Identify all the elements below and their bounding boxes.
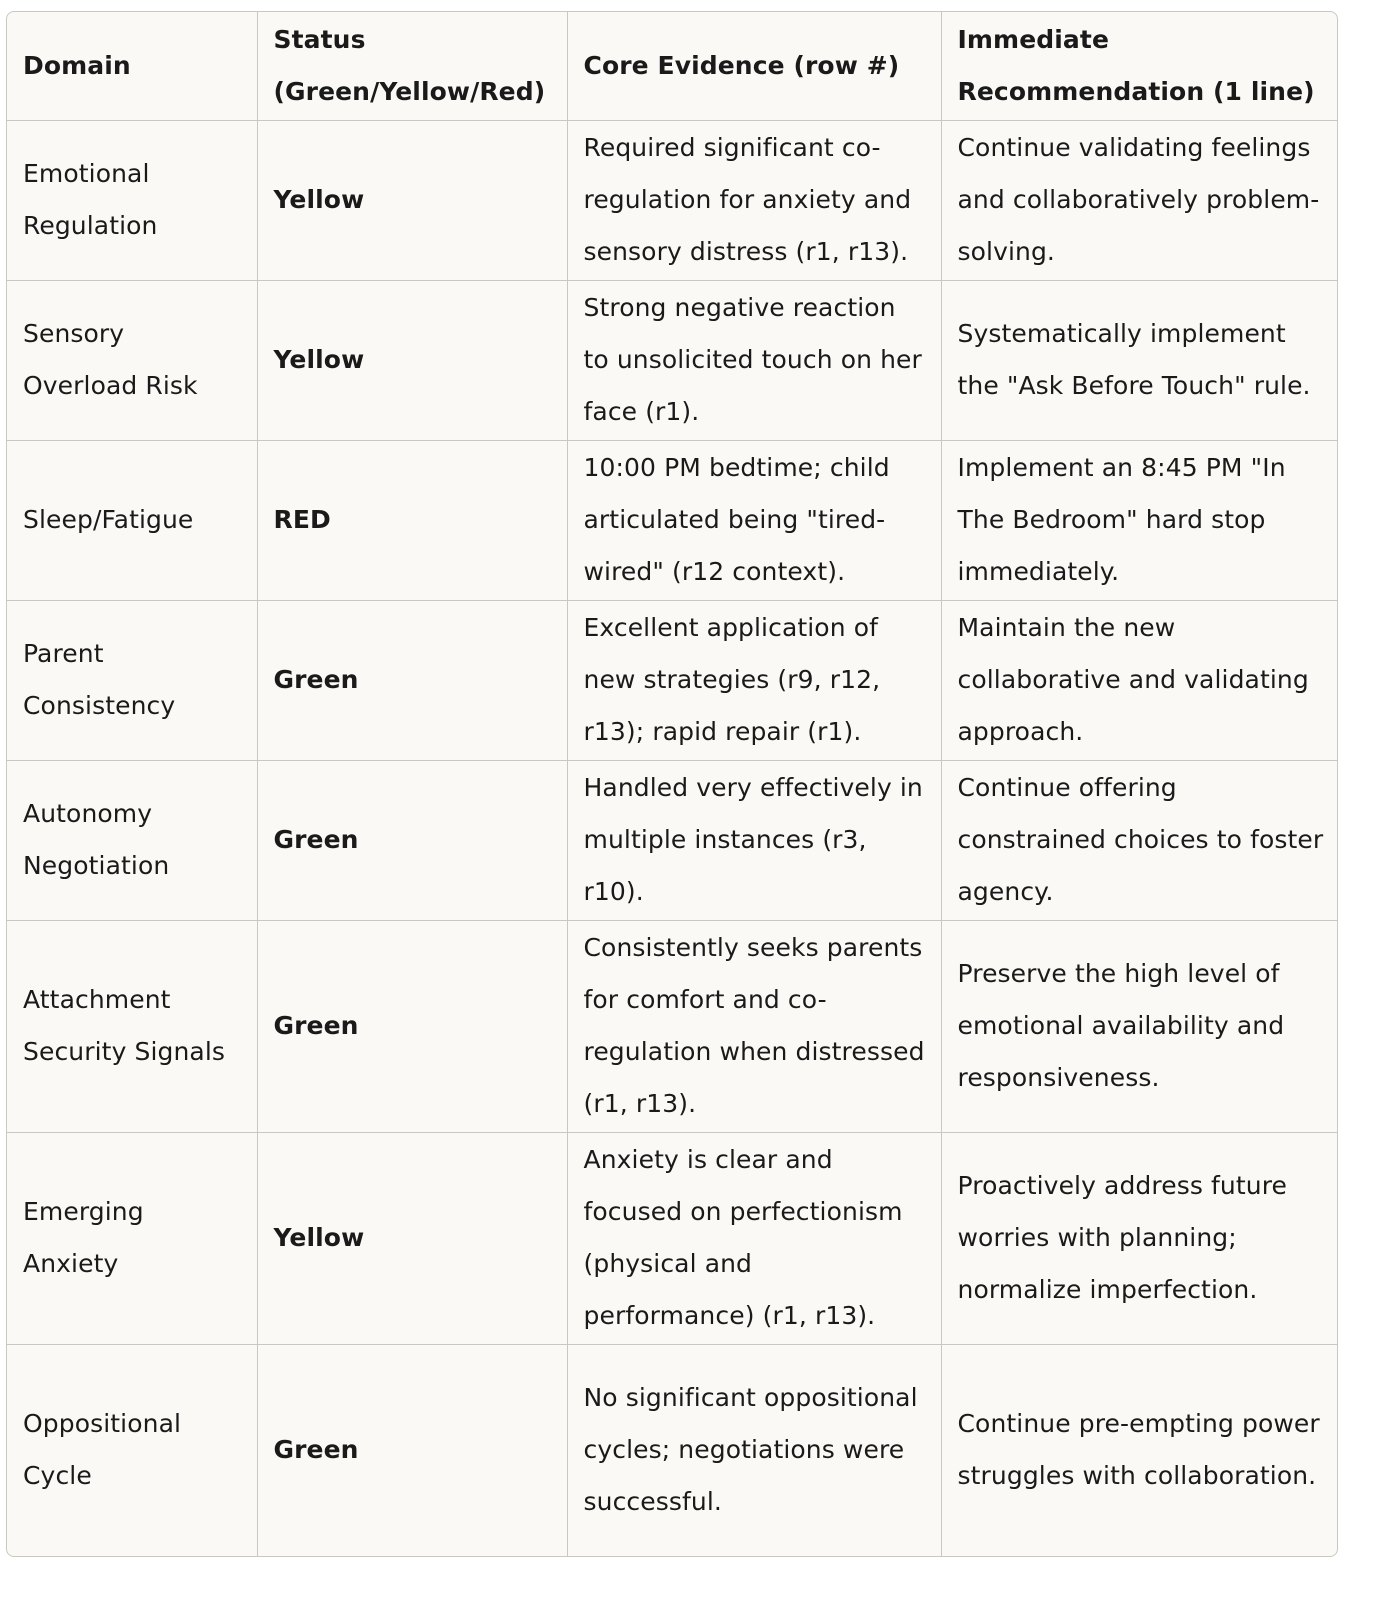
recommendation-cell: Preserve the high level of emotional availability and responsiveness. [941,920,1338,1132]
status-cell: Yellow [257,280,567,440]
status-cell: Yellow [257,120,567,280]
table-row [7,1132,1338,1344]
table-row [7,440,1338,600]
evidence-cell: Strong negative reaction to unsolicited touch on her face (r1). [567,280,941,440]
evidence-cell: No significant oppositional cycles; negotiations were successful. [567,1344,941,1556]
recommendation-cell: Systematically implement the "Ask Before Touch" rule. [941,280,1338,440]
domain-cell: Emerging Anxiety [7,1132,257,1344]
recommendation-cell: Implement an 8:45 PM "In The Bedroom" hard stop immediately. [941,440,1338,600]
status-cell: Yellow [257,1132,567,1344]
domain-cell: Parent Consistency [7,600,257,760]
table-row [7,120,1338,280]
evidence-cell: Required significant co-regulation for anxiety and sensory distress (r1, r13). [567,120,941,280]
assessment-table-container [6,11,1338,1557]
header-domain: Domain [7,12,257,120]
status-cell: RED [257,440,567,600]
evidence-cell: Anxiety is clear and focused on perfectionism (physical and performance) (r1, r13). [567,1132,941,1344]
table-row [7,600,1338,760]
evidence-cell: 10:00 PM bedtime; child articulated being "tired-wired" (r12 context). [567,440,941,600]
recommendation-cell: Continue offering constrained choices to foster agency. [941,760,1338,920]
domain-cell: Attachment Security Signals [7,920,257,1132]
domain-cell: Autonomy Negotiation [7,760,257,920]
table-row [7,760,1338,920]
status-cell: Green [257,920,567,1132]
table-row [7,280,1338,440]
assessment-table [7,12,1338,1556]
header-row [7,12,1338,120]
evidence-cell: Excellent application of new strategies (r9, r12, r13); rapid repair (r1). [567,600,941,760]
header-recommendation: Immediate Recommendation (1 line) [941,12,1338,120]
domain-cell: Sleep/Fatigue [7,440,257,600]
domain-cell: Emotional Regulation [7,120,257,280]
recommendation-cell: Proactively address future worries with planning; normalize imperfection. [941,1132,1338,1344]
recommendation-cell: Continue pre-empting power struggles with collaboration. [957,1409,1320,1491]
table-row [7,920,1338,1132]
evidence-cell: Handled very effectively in multiple instances (r3, r10). [567,760,941,920]
status-cell: Green [257,600,567,760]
domain-cell: Sensory Overload Risk [7,280,257,440]
status-cell: Green [257,760,567,920]
header-evidence: Core Evidence (row #) [567,12,941,120]
table-row [7,1344,1338,1556]
recommendation-cell: Maintain the new collaborative and validating approach. [941,600,1338,760]
evidence-cell: Consistently seeks parents for comfort and co-regulation when distressed (r1, r13). [567,920,941,1132]
recommendation-cell: Continue validating feelings and collaboratively problem-solving. [941,120,1338,280]
domain-cell: Oppositional Cycle [7,1344,257,1556]
status-cell: Green [257,1344,567,1556]
header-status: Status (Green/Yellow/Red) [257,12,567,120]
